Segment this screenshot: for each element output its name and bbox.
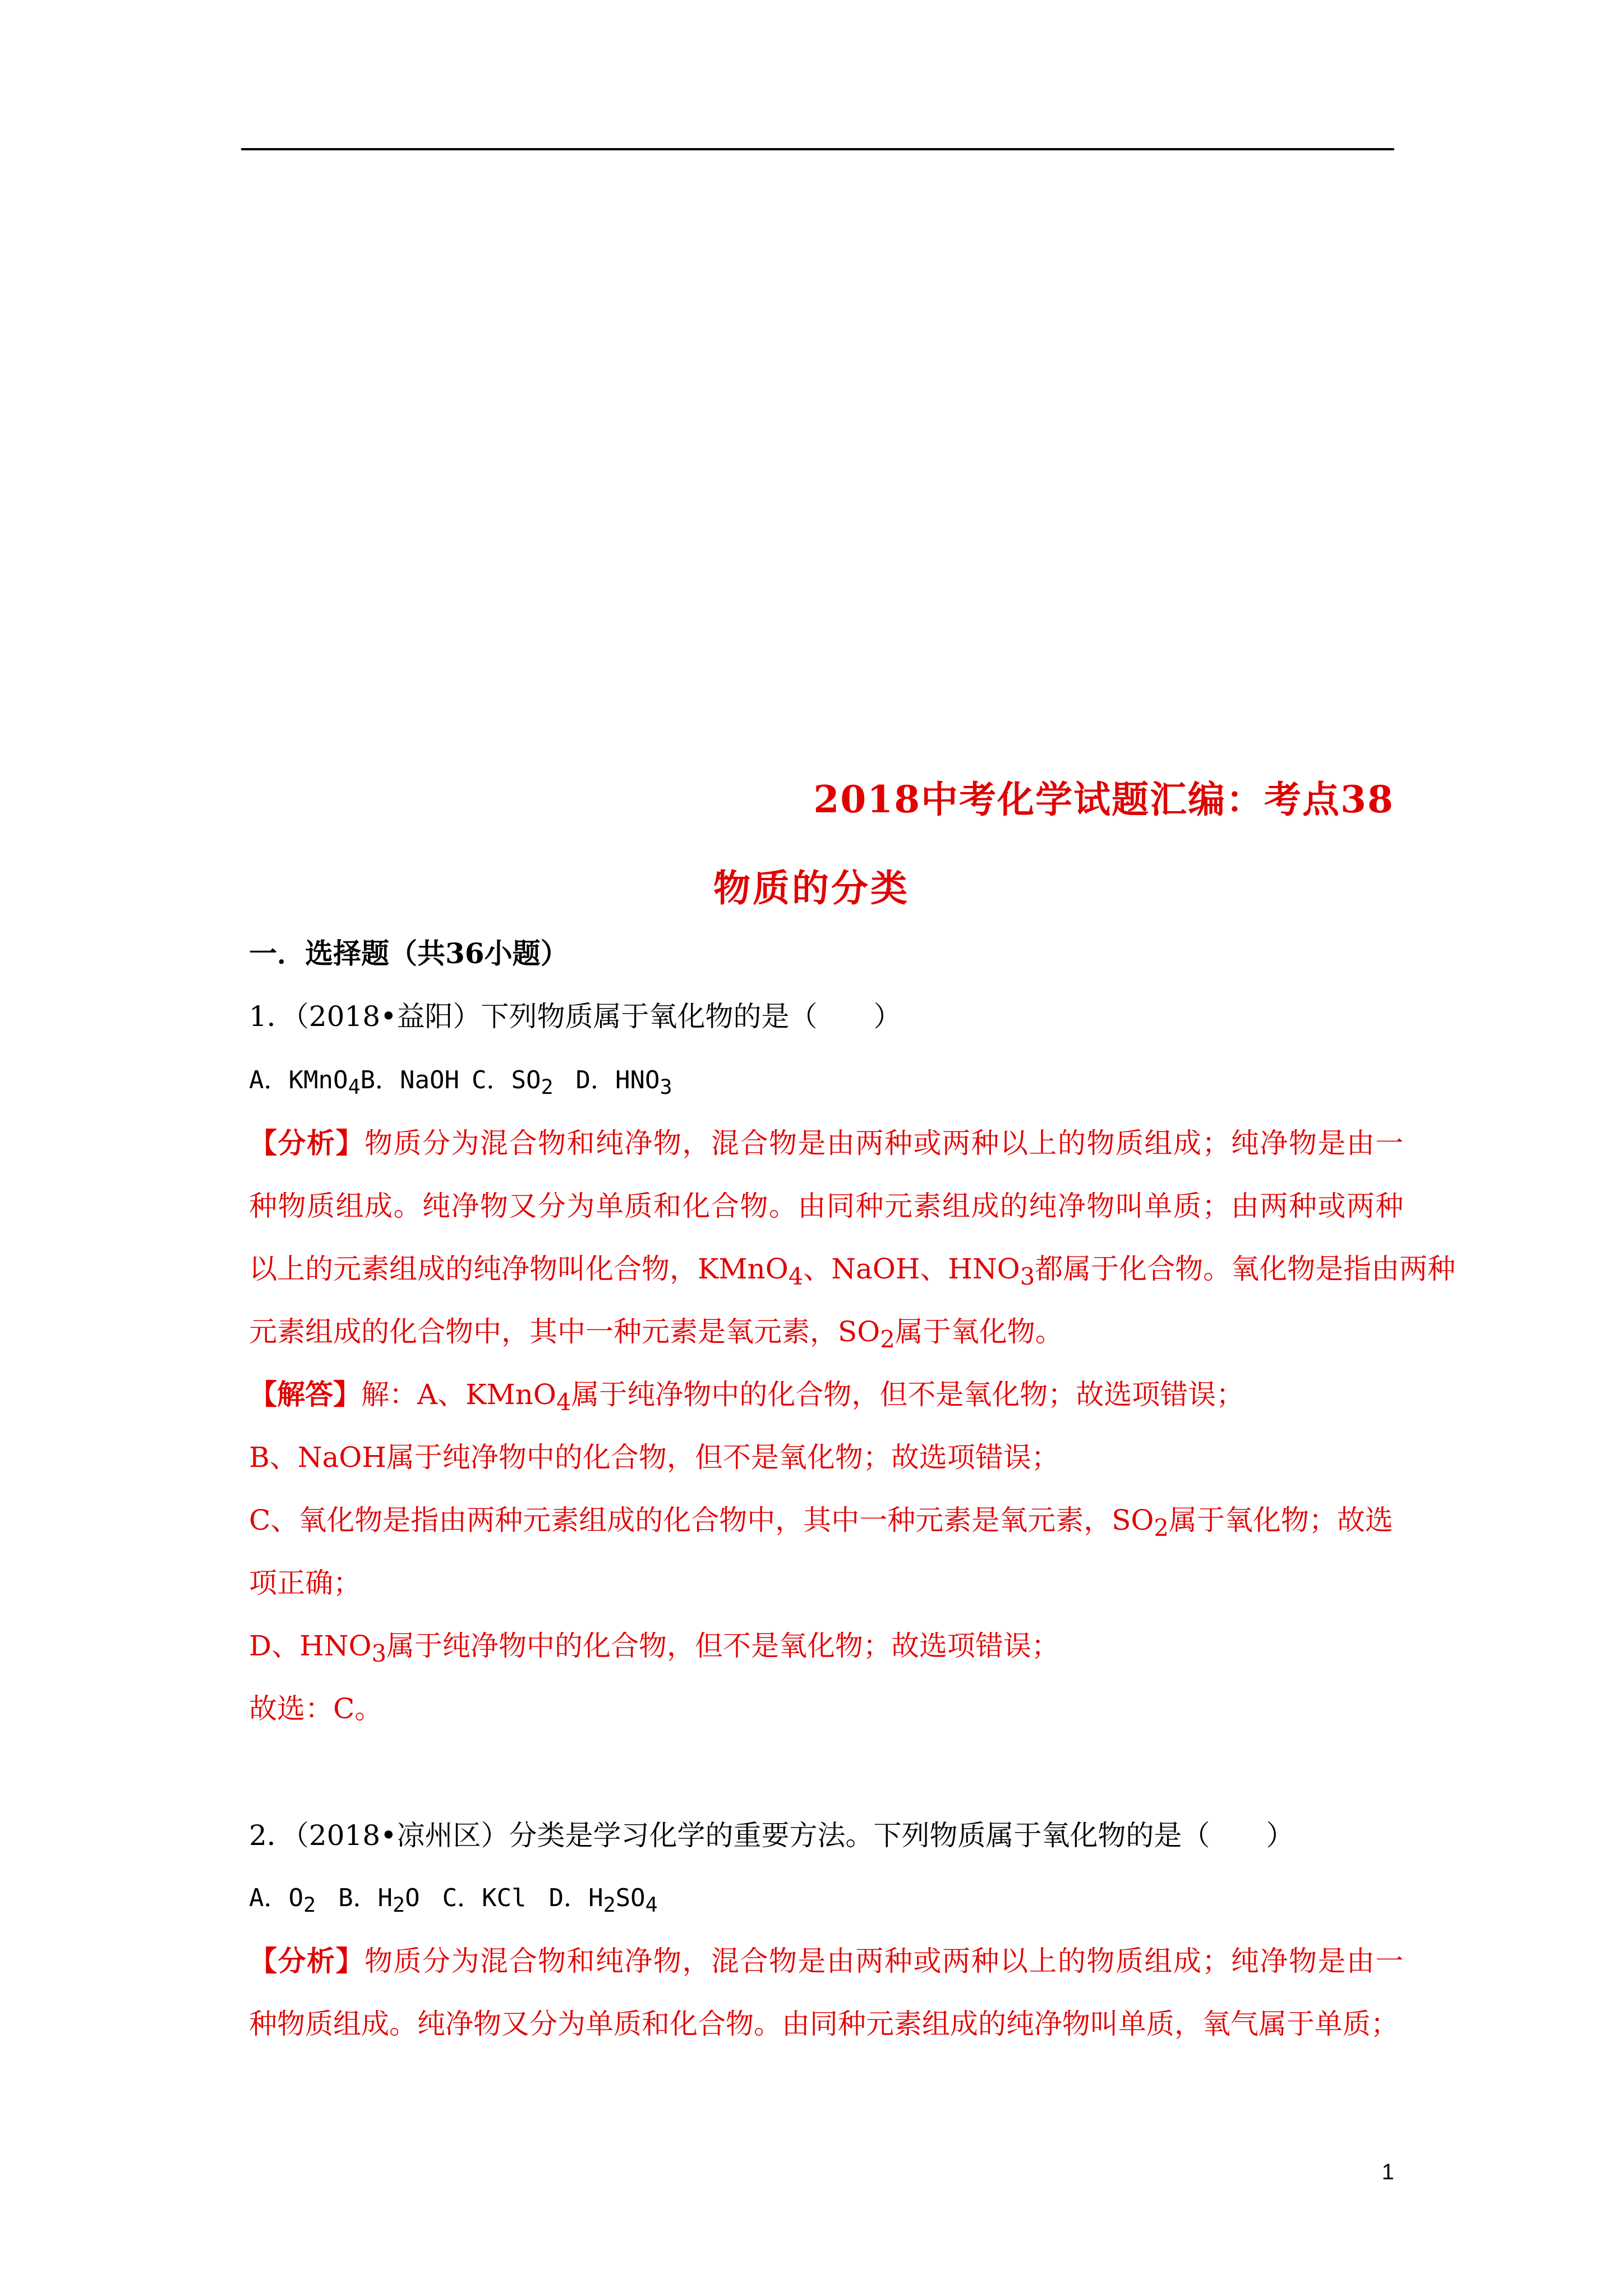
option-a: A．O [249, 1884, 303, 1912]
analysis-label: 【分析】 [249, 1944, 365, 1977]
question-1-analysis-line-3: 以上的元素组成的纯净物叫化合物，KMnO$_4$、NaOH、$HNO_3$都属于化合物。氧化物是指由两种 [249, 1253, 1456, 1290]
question-1-answer-line-6: 故选：C。 [249, 1692, 383, 1725]
subscript: 2 [303, 1892, 316, 1917]
option-d: D．H [548, 1884, 603, 1912]
question-1-answer-line-3: C、氧化物是指由两种元素组成的化合物中，其中一种元素是氧元素，$SO_2$属于氧化物；故选 [249, 1504, 1394, 1542]
question-1-analysis-line-4: 元素组成的化合物中，其中一种元素是氧元素，$SO_2$属于氧化物。 [249, 1315, 1063, 1353]
question-2-analysis-line-1: 【分析】物质分为混合物和纯净物，混合物是由两种或两种以上的物质组成；纯净物是由一 [249, 1944, 1404, 1977]
question-1-answer-line-5: D、$HNO_3$属于纯净物中的化合物，但不是氧化物；故选项错误； [249, 1630, 1059, 1667]
subscript: 2 [393, 1892, 405, 1917]
analysis-label: 【分析】 [249, 1126, 365, 1159]
question-1-stem: 1．（2018•益阳）下列物质属于氧化物的是（ ） [249, 1000, 902, 1033]
subscript: 2 [541, 1074, 554, 1099]
question-1-analysis-line-2: 种物质组成。纯净物又分为单质和化合物。由同种元素组成的纯净物叫单质；由两种或两种 [249, 1190, 1404, 1222]
question-2-options: A．$O_2$ B．$H_2O$ C．KCl D．$H_2SO_4$ [249, 1884, 658, 1917]
header-rule [241, 148, 1394, 150]
answer-label: 【解答】 [249, 1378, 361, 1411]
option-b: B．NaOH [360, 1066, 459, 1094]
question-1-answer-line-1: 【解答】解：A、KMnO$_4$属于纯净物中的化合物，但不是氧化物；故选项错误； [249, 1378, 1244, 1416]
document-subtitle: 物质的分类 [713, 866, 910, 910]
option-a: A．KMnO [249, 1066, 348, 1094]
subscript: 2 [603, 1892, 616, 1917]
option-b: B．H [338, 1884, 393, 1912]
question-1-analysis-line-1: 【分析】物质分为混合物和纯净物，混合物是由两种或两种以上的物质组成；纯净物是由一 [249, 1126, 1404, 1159]
option-c: C．SO [471, 1066, 541, 1094]
subscript: 4 [645, 1892, 658, 1917]
option-c: C．KCl [442, 1884, 527, 1912]
question-2-stem: 2．（2018•凉州区）分类是学习化学的重要方法。下列物质属于氧化物的是（ ） [249, 1819, 1294, 1852]
page-number: 1 [1381, 2160, 1394, 2184]
document-title: 2018中考化学试题汇编：考点38 [813, 777, 1394, 821]
section-heading: 一．选择题（共36小题） [249, 937, 569, 970]
option-d: D．HNO [575, 1066, 660, 1094]
subscript: 4 [348, 1074, 361, 1099]
subscript: 3 [660, 1074, 672, 1099]
question-1-answer-line-4: 项正确； [249, 1567, 361, 1599]
question-1-answer-line-2: B、NaOH属于纯净物中的化合物，但不是氧化物；故选项错误； [249, 1441, 1059, 1474]
question-2-analysis-line-2: 种物质组成。纯净物又分为单质和化合物。由同种元素组成的纯净物叫单质，氧气属于单质； [249, 2008, 1399, 2040]
question-1-options [249, 1062, 672, 1105]
